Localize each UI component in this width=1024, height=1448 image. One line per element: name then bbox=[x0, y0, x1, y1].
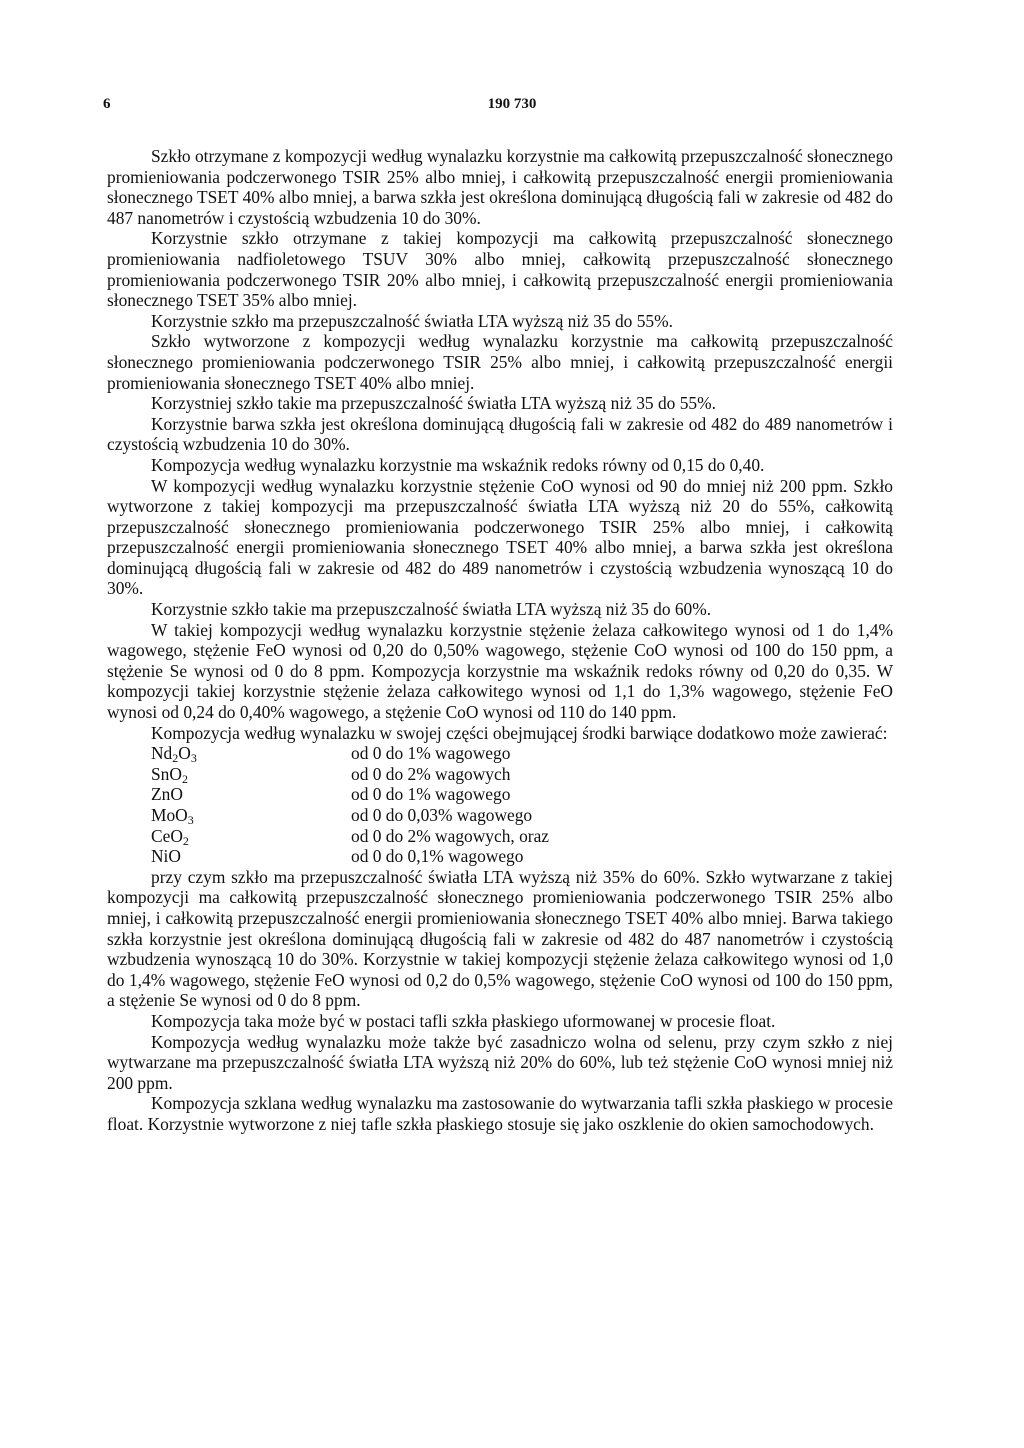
compound-range: od 0 do 0,1% wagowego bbox=[351, 846, 524, 867]
list-item bbox=[151, 764, 893, 785]
compound-range: od 0 do 1% wagowego bbox=[351, 784, 511, 805]
compound-range: od 0 do 1% wagowego bbox=[351, 743, 511, 764]
compound-formula: $Nd_2O_3$ bbox=[151, 743, 197, 766]
compound-range: od 0 do 2% wagowych, oraz bbox=[351, 825, 550, 846]
compound-formula: ZnO bbox=[151, 784, 183, 805]
paragraph: Kompozycja taka może być w postaci tafli szkła płaskiego uformowanej w procesie float. bbox=[151, 1010, 776, 1031]
compound-formula: MoO$_3$ bbox=[151, 805, 194, 827]
list-item bbox=[151, 784, 893, 805]
paragraph: Kompozycja według wynalazku może także być zasadniczo wolna od selenu, przy czym szkło z niej wytwarzane ma przepuszczalność światła LTA wyższą niż 20% do 60%, lub też stężenie CoO wynosi mniej niż 200 ppm. bbox=[107, 1031, 893, 1093]
compound-formula: NiO bbox=[151, 846, 181, 867]
paragraph: Korzystnie szkło otrzymane z takiej kompozycji ma całkowitą przepuszczalność słonecznego promieniowania nadfioletowego TSUV 30% albo mniej, całkowitą przepuszczalność słonecznego promieniowania podczerwonego TSIR 20% albo mniej, i całkowitą przepuszczalność energii promieniowania słonecznego TSET 35% albo mniej. bbox=[107, 228, 893, 311]
paragraph: Kompozycja według wynalazku w swojej części obejmującej środki barwiące dodatkowo może zawierać: bbox=[151, 722, 888, 743]
list-item bbox=[151, 826, 893, 847]
compound-formula: CeO$_2$ bbox=[151, 825, 189, 848]
document-body bbox=[107, 146, 893, 1135]
colorant-list bbox=[107, 743, 893, 867]
paragraph: Szkło wytworzone z kompozycji według wynalazku korzystnie ma całkowitą przepuszczalność słonecznego promieniowania podczerwonego TSIR 25% albo mniej, i całkowitą przepuszczalność energii promieniowania słonecznego TSET 40% albo mniej. bbox=[107, 331, 893, 393]
paragraph: Kompozycja szklana według wynalazku ma zastosowanie do wytwarzania tafli szkła płaskiego w procesie float. Korzystnie wytworzone z niej tafle szkła płaskiego stosuje się jako oszklenie do okien samochodowych. bbox=[107, 1093, 893, 1134]
list-item bbox=[151, 743, 893, 764]
compound-range: od 0 do 0,03% wagowego bbox=[351, 805, 533, 825]
compound-formula: SnO$_2$ bbox=[151, 763, 188, 786]
paragraph: Korzystnie szkło ma przepuszczalność światła LTA wyższą niż 35 do 55%. bbox=[151, 310, 673, 331]
document-number: 190 730 bbox=[487, 96, 537, 112]
paragraph: Korzystniej szkło takie ma przepuszczalność światła LTA wyższą niż 35 do 55%. bbox=[151, 393, 716, 414]
paragraph: Korzystnie szkło takie ma przepuszczalność światła LTA wyższą niż 35 do 60%. bbox=[151, 599, 712, 620]
compound-range: od 0 do 2% wagowych bbox=[351, 763, 511, 784]
paragraph: Korzystnie barwa szkła jest określona dominującą długością fali w zakresie od 482 do 489 nanometrów i czystością wzbudzenia 10 do 30%. bbox=[107, 413, 893, 455]
paragraph: W kompozycji według wynalazku korzystnie stężenie CoO wynosi od 90 do mniej niż 200 ppm. Szkło wytworzone z takiej kompozycji ma przepuszczalność światła LTA wyższą niż 20 do 55%, całkowitą przepuszczalność słonecznego promieniowania podczerwonego TSIR 25% albo mniej, i całkowitą przepuszczalność energii promieniowania słonecznego TSET 40% albo mniej, a barwa szkła jest określona dominującą długością fali w zakresie od 482 do 489 nanometrów i czystością wzbudzenia wynoszącą 10 do 30%. bbox=[107, 475, 893, 599]
paragraph: Szkło otrzymane z kompozycji według wynalazku korzystnie ma całkowitą przepuszczalność słonecznego promieniowania podczerwonego TSIR 25% albo mniej, i całkowitą przepuszczalność energii promieniowania słonecznego TSET 40% albo mniej, a barwa szkła jest określona dominującą długością fali w zakresie od 482 do 487 nanometrów i czystością wzbudzenia 10 do 30%. bbox=[107, 146, 893, 228]
paragraph: przy czym szkło ma przepuszczalność światła LTA wyższą niż 35% do 60%. Szkło wytwarzane z takiej kompozycji ma całkowitą przepuszczalność słonecznego promieniowania podczerwonego TSIR 25% albo mniej, i całkowitą przepuszczalność energii promieniowania słonecznego TSET 40% albo mniej. Barwa takiego szkła korzystnie jest określona dominującą długością fali w zakresie od 482 do 487 nanometrów i czystością wzbudzenia wynoszącą 10 do 30%. Korzystnie w takiej kompozycji stężenie żelaza całkowitego wynosi od 1,0 do 1,4% wagowego, stężenie FeO wynosi od 0,2 do 0,5% wagowego, stężenie CoO wynosi od 100 do 150 ppm, a stężenie Se wynosi od 0 do 8 ppm. bbox=[107, 866, 893, 1011]
page-number: 6 bbox=[103, 96, 111, 112]
list-item bbox=[151, 805, 893, 826]
paragraph: Kompozycja według wynalazku korzystnie ma wskaźnik redoks równy od 0,15 do 0,40. bbox=[151, 454, 765, 475]
list-item bbox=[151, 846, 893, 867]
paragraph: W takiej kompozycji według wynalazku korzystnie stężenie żelaza całkowitego wynosi od 1 do 1,4% wagowego, stężenie FeO wynosi od 0,20 do 0,50% wagowego, stężenie CoO wynosi od 100 do 150 ppm, a stężenie Se wynosi od 0 do 8 ppm. Kompozycja korzystnie ma wskaźnik redoks równy od 0,20 do 0,35. W kompozycji takiej korzystnie stężenie żelaza całkowitego wynosi od 1,1 do 1,3% wagowego, stężenie FeO wynosi od 0,24 do 0,40% wagowego, a stężenie CoO wynosi od 110 do 140 ppm. bbox=[107, 619, 893, 723]
